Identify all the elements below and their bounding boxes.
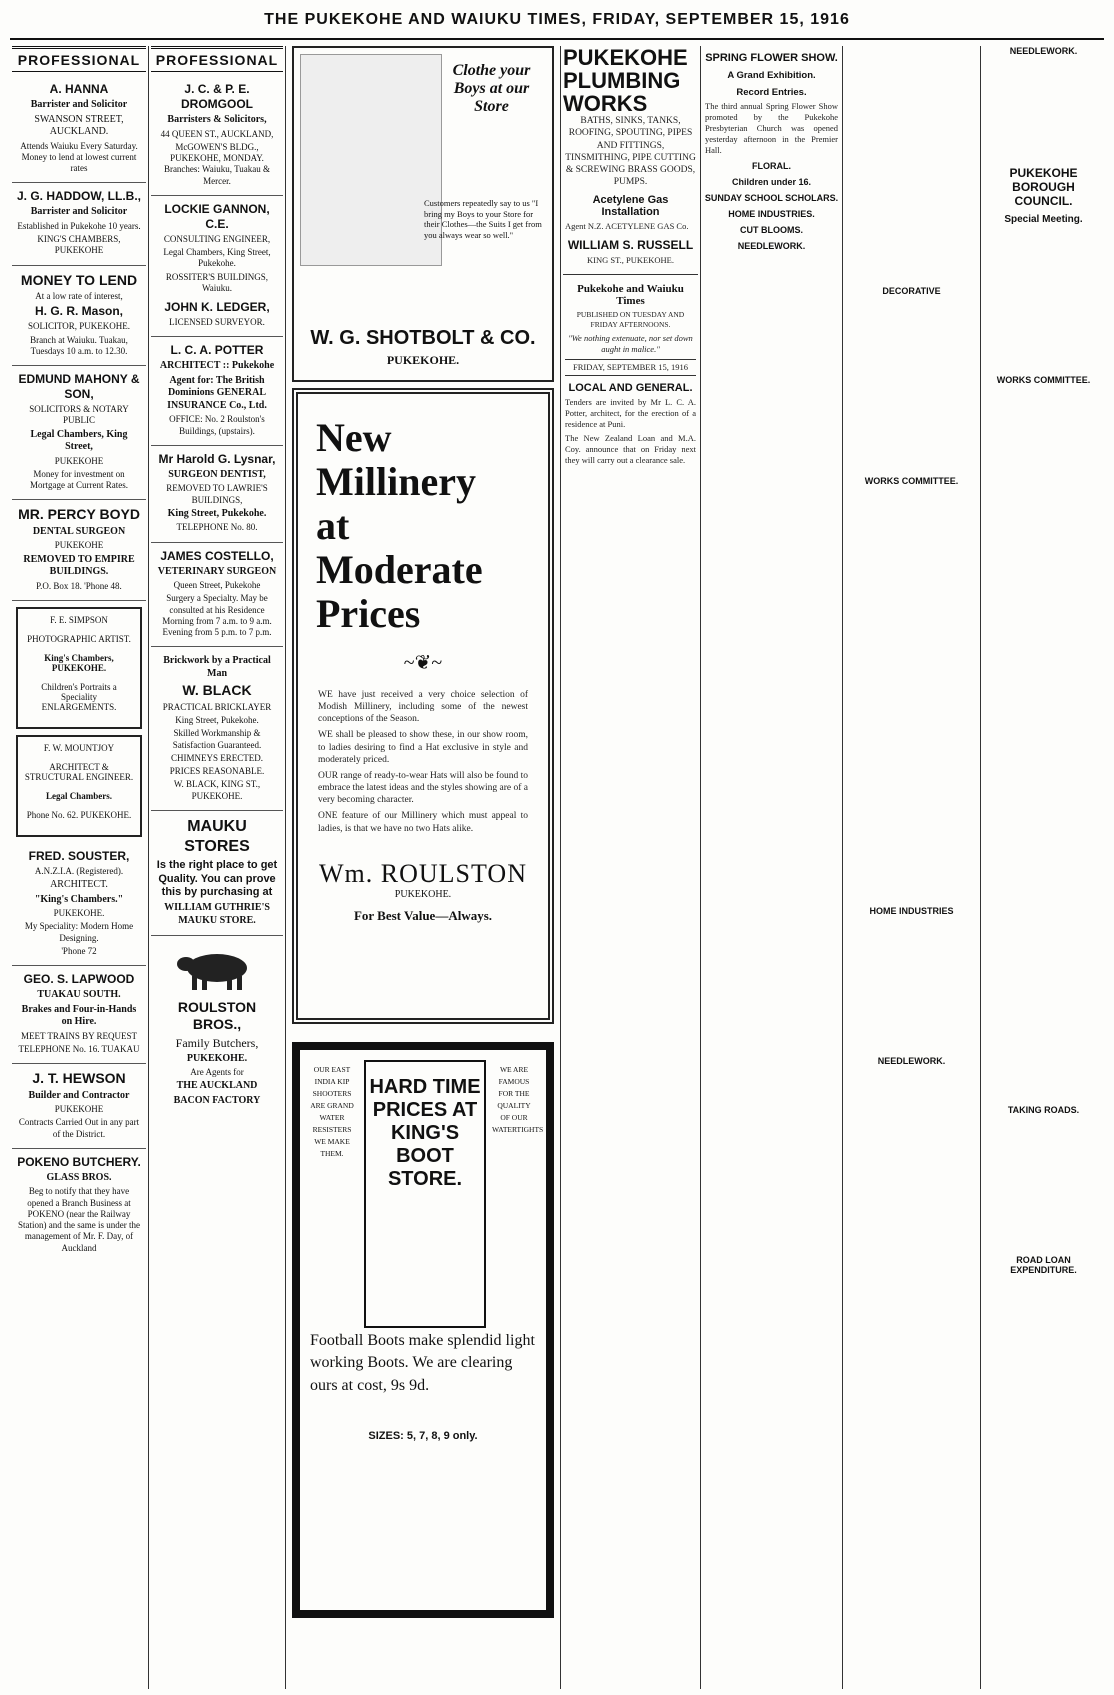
ad-address: "King's Chambers." [34, 893, 124, 905]
ad-town: TUAKAU SOUTH. [37, 989, 121, 1000]
article-subhead: CUT BLOOMS. [740, 225, 803, 236]
ad-contact: P.O. Box 18. 'Phone 48. [36, 580, 122, 591]
ad-chimneys: CHIMNEYS ERECTED. [171, 752, 263, 763]
ad-name: ROULSTON BROS., [177, 998, 257, 1032]
ad-title: Builder and Contractor [28, 1089, 130, 1101]
ad-title: Barrister and Solicitor [30, 99, 128, 110]
ad-para: WE shall be pleased to show these, in our show room, to ladies desiring to find a Hat exclusive in style and moderately priced. [318, 730, 528, 765]
ad-left-text: OUR EAST INDIA KIP SHOOTERS ARE GRAND WATER RESISTERS WE MAKE THEM. [310, 1065, 354, 1158]
ad-para: WE have just received a very choice selection of Modish Millinery, including some of the newest conceptions of the Season. [318, 690, 528, 725]
column-plumbing [563, 46, 698, 1689]
ad-name: J. T. HEWSON [32, 1070, 126, 1086]
ad-note: REMOVED TO LAWRIE'S BUILDINGS, [166, 483, 268, 505]
ad-note: Skilled Workmanship & Satisfaction Guaranteed. [172, 728, 262, 750]
article-sub: Record Entries. [736, 87, 807, 98]
section-heading: PROFESSIONAL [151, 46, 283, 72]
article-subhead: WORKS COMMITTEE. [996, 375, 1091, 385]
ad-name: MAUKU STORES [184, 817, 250, 855]
ad-bacon: BACON FACTORY [173, 1094, 261, 1106]
ad-text: Is the right place to get Quality. You can prove this by purchasing at [156, 858, 278, 899]
ad-hanna [12, 76, 146, 183]
ad-mason [12, 266, 146, 367]
ad-name: F. W. MOUNTJOY [43, 742, 115, 753]
paper-date: FRIDAY, SEPTEMBER 15, 1916 [565, 359, 696, 376]
ad-tag: For Best Value—Always. [353, 907, 493, 923]
ad-name: W. BLACK [182, 682, 252, 699]
paper-motto: "We nothing extenuate, nor set down aught in malice." [568, 333, 693, 355]
article-subhead: ROAD LOAN EXPENDITURE. [1010, 1255, 1077, 1275]
ad-hard-prices: HARD TIME PRICES AT KING'S BOOT STORE. [364, 1060, 486, 1328]
article-sub: A Grand Exhibition. [727, 70, 816, 81]
article-para: The third annual Spring Flower Show promoted by the Pukekohe Presbyterian Church was opened yesterday afternoon in the Premier Hall. [705, 101, 838, 155]
column-professional-2 [151, 46, 283, 1689]
ad-address: Legal Chambers, King Street, Pukekohe. [163, 247, 271, 269]
ad-address: Queen Street, Pukekohe [173, 580, 261, 590]
tailor-illustration [300, 54, 442, 266]
ad-title: CONSULTING ENGINEER, [163, 233, 271, 244]
ad-phone: Phone No. 62. PUKEKOHE. [26, 809, 132, 820]
ad-address2: W. BLACK, KING ST., PUKEKOHE. [173, 779, 261, 801]
ad-sub: GLASS BROS. [46, 1171, 112, 1183]
column-rule [148, 46, 149, 1689]
ad-address: KING ST., PUKEKOHE. [587, 255, 674, 266]
ad-sizes: SIZES: 5, 7, 8, 9 only. [368, 1430, 478, 1442]
ad-millinery [292, 388, 554, 1024]
ad-agent: Agent N.Z. ACETYLENE GAS Co. [565, 221, 689, 232]
ad-note: Contracts Carried Out in any part of the District. [18, 1117, 140, 1139]
article-subhead: HOME INDUSTRIES. [728, 209, 815, 220]
ad-name: H. G. R. Mason, [34, 304, 123, 319]
ad-title: ARCHITECT. [50, 879, 108, 890]
article-heading: SPRING FLOWER SHOW. [705, 52, 838, 64]
ad-simpson [16, 607, 142, 729]
ad-owner: WILLIAM S. RUSSELL [567, 238, 694, 253]
ad-name: J. G. HADDOW, LL.B., [16, 189, 141, 204]
ad-phone: TELEPHONE No. 16. TUAKAU [18, 1043, 140, 1054]
ad-haddow [12, 183, 146, 265]
ad-services: BATHS, SINKS, TANKS, ROOFING, SPOUTING, PIPES AND FITTINGS, TINSMITHING, PIPE CUTTING & SCREWING BRASS GOODS, PUMPS. [565, 116, 696, 188]
article-subhead: NEEDLEWORK. [737, 241, 806, 252]
article-subhead: NEEDLEWORK. [1009, 46, 1078, 56]
divider [563, 274, 698, 275]
ad-title: Brakes and Four-in-Hands on Hire. [21, 1003, 137, 1027]
ad-slogan: Clothe your Boys at our Store [452, 62, 531, 115]
column-rule [700, 46, 701, 1689]
ad-para: ONE feature of our Millinery which must appeal to ladies, is that we have no two Hats alike. [318, 811, 528, 834]
ad-name: Mr Harold G. Lysnar, [158, 451, 276, 466]
ad-title: Family Butchers, [175, 1035, 259, 1050]
ad-gas: Acetylene Gas Installation [592, 194, 669, 219]
ad-town: PUKEKOHE [54, 540, 104, 551]
ad-town: PUKEKOHE. [386, 353, 460, 367]
ad-title: New Millinery at Moderate Prices [316, 415, 483, 636]
ad-note: Branch at Waiuku. Tuakau, Tuesdays 10 a.m. to 12.30. [30, 334, 128, 356]
ad-title: DENTAL SURGEON [32, 525, 126, 537]
article-subhead: HOME INDUSTRIES [869, 906, 954, 916]
local-para: Tenders are invited by Mr L. C. A. Potter, architect, for the erection of a residence at Puni. [565, 396, 696, 429]
ad-lapwood [12, 966, 146, 1064]
masthead: THE PUKEKOHE AND WAIUKU TIMES, FRIDAY, SEPTEMBER 15, 1916 [264, 11, 850, 28]
ad-kings-boot-store [292, 1042, 554, 1618]
ad-title: VETERINARY SURGEON [157, 565, 277, 577]
ad-name: W. G. SHOTBOLT & CO. [310, 327, 536, 349]
ad-address: King's Chambers, PUKEKOHE. [44, 652, 114, 673]
ad-name: L. C. A. POTTER [170, 343, 264, 358]
ad-phone: TELEPHONE No. 80. [176, 522, 258, 533]
ad-address: King Street, Pukekohe. [167, 507, 267, 519]
ad-address: Legal Chambers, King Street, [30, 428, 128, 452]
ad-name: MR. PERCY BOYD [18, 506, 140, 523]
ad-address: 44 QUEEN ST., AUCKLAND, [160, 128, 274, 139]
masthead-rule [10, 38, 1104, 40]
ad-title: PHOTOGRAPHIC ARTIST. [27, 633, 131, 644]
article-subhead: Children under 16. [731, 177, 811, 188]
paper-pub: PUBLISHED ON TUESDAY AND FRIDAY AFTERNOONS. [576, 309, 685, 329]
ad-name: MONEY TO LEND [20, 271, 138, 288]
ad-note: Attends Waiuku Every Saturday. Money to lend at lowest current rates [20, 140, 138, 173]
ad-football: Football Boots make splendid light working Boots. We are clearing ours at cost, 9s 9d. [310, 1332, 535, 1394]
ad-mountjoy [16, 735, 142, 837]
article-sub: Special Meeting. [1004, 214, 1083, 225]
local-heading: LOCAL AND GENERAL. [568, 381, 693, 394]
ad-name: F. E. SIMPSON [50, 614, 108, 625]
ad-removed: REMOVED TO EMPIRE BUILDINGS. [23, 553, 135, 577]
ad-costello [151, 543, 283, 648]
ad-lysnar [151, 446, 283, 543]
ad-title: ARCHITECT & STRUCTURAL ENGINEER. [24, 761, 134, 782]
ad-title: Barristers & Solicitors, [167, 114, 267, 125]
ad-title: LICENSED SURVEYOR. [169, 317, 265, 327]
ad-title: Barrister and Solicitor [30, 206, 128, 218]
ad-top: Brickwork by a Practical Man [163, 655, 271, 679]
ad-text: Customers repeatedly say to us "I bring my Boys to your Store for their Clothes—the Suits I get from you always wear so well." [424, 198, 542, 240]
ad-title: PRACTICAL BRICKLAYER [162, 701, 272, 712]
article-subhead: WORKS COMMITTEE. [864, 476, 959, 486]
ad-name: LOCKIE GANNON, C.E. [164, 201, 270, 231]
ad-note: Surgery a Specialty. May be consulted at his Residence Morning from 7 a.m. to 9 a.m. Evening from 5 p.m. to 7 p.m. [162, 593, 272, 637]
ad-note: MEET TRAINS BY REQUEST [20, 1030, 138, 1041]
column-rule [285, 46, 286, 1689]
ad-note: Money for investment on Mortgage at Current Rates. [30, 468, 128, 490]
ad-potter [151, 337, 283, 446]
ad-agents: Are Agents for [190, 1067, 244, 1077]
column-rule [842, 46, 843, 1689]
ad-sub: A.N.Z.I.A. (Registered). [34, 865, 124, 876]
column-council [983, 46, 1104, 1689]
ad-note: Beg to notify that they have opened a Branch Business at POKENO (near the Railway Station) and the same is under the management of Mr. F. Day, of Auckland [18, 1186, 140, 1253]
ad-name: A. HANNA [49, 82, 109, 96]
column-rule [560, 46, 561, 1689]
article-subhead: SUNDAY SCHOOL SCHOLARS. [704, 193, 839, 204]
ad-note: ROSSITER'S BUILDINGS, Waiuku. [165, 271, 269, 293]
ad-note: McGOWEN'S BLDG., PUKEKOHE, MONDAY. Branches: Waiuku, Tuakau & Mercer. [163, 141, 271, 186]
ad-role: SOLICITORS & NOTARY PUBLIC [29, 404, 129, 426]
ad-prices: PRICES REASONABLE. [169, 766, 265, 776]
ad-title: ARCHITECT :: Pukekohe [159, 360, 275, 372]
ad-note: Children's Portraits a Speciality ENLARGEMENTS. [41, 681, 117, 712]
article-subhead: NEEDLEWORK. [877, 1056, 946, 1066]
ad-town: PUKEKOHE [54, 455, 104, 466]
column-prize-list [845, 46, 978, 1689]
ad-note: My Speciality: Modern Home Designing. [24, 921, 134, 943]
column-professional-1 [12, 46, 146, 1689]
section-heading: PROFESSIONAL [12, 46, 146, 72]
ad-address: SWANSON STREET, AUCKLAND. [34, 113, 124, 137]
ad-address: Legal Chambers. [46, 790, 112, 801]
ad-souster [12, 843, 146, 966]
ad-name: POKENO BUTCHERY. [17, 1154, 141, 1169]
ad-mahony [12, 366, 146, 500]
ad-roulston-bros [151, 936, 283, 1115]
ad-pokeno [12, 1149, 146, 1262]
ad-dromgool [151, 76, 283, 196]
ad-address: KING'S CHAMBERS, PUKEKOHE [37, 234, 121, 256]
ad-name: FRED. SOUSTER, [28, 848, 130, 863]
ad-black [151, 647, 283, 811]
ad-shotbolt [292, 46, 554, 382]
ad-name: JAMES COSTELLO, [160, 548, 274, 563]
ad-name: J. C. & P. E. DROMGOOL [181, 82, 253, 111]
ad-right-text: WE ARE FAMOUS FOR THE QUALITY OF OUR WATERTIGHTS [492, 1065, 544, 1134]
article-subhead: DECORATIVE [882, 286, 941, 296]
ad-agent: Agent for: The British Dominions GENERAL INSURANCE Co., Ltd. [167, 374, 267, 411]
ad-town: PUKEKOHE. [186, 1052, 248, 1064]
column-rule [980, 46, 981, 1689]
article-heading: PUKEKOHE BOROUGH COUNCIL. [1009, 166, 1078, 208]
ad-name: JOHN K. LEDGER, [164, 300, 270, 314]
ad-town: PUKEKOHE. [394, 888, 452, 900]
column-display-ads [288, 46, 558, 1689]
ad-address: King Street, Pukekohe. [175, 715, 259, 725]
ad-boyd [12, 500, 146, 601]
paper-name: Pukekohe and Waiuku Times [577, 282, 684, 307]
ad-phone: 'Phone 72 [61, 945, 97, 956]
ad-owner: WILLIAM GUTHRIE'S MAUKU STORE. [164, 902, 270, 926]
article-subhead: FLORAL. [752, 161, 791, 172]
ad-gannon [151, 196, 283, 338]
ad-name: GEO. S. LAPWOOD [23, 972, 135, 986]
ad-sub: At a low rate of interest, [35, 291, 123, 301]
ad-title: PUKEKOHE PLUMBING WORKS [563, 46, 688, 117]
ad-office: OFFICE: No. 2 Roulston's Buildings, (upstairs). [169, 414, 265, 436]
ad-mauku [151, 811, 283, 936]
ad-town: PUKEKOHE. [53, 908, 105, 918]
ad-hewson [12, 1064, 146, 1149]
ornament-icon: ~❦~ [403, 652, 443, 674]
ad-title: SURGEON DENTIST, [168, 468, 266, 480]
bull-illustration-icon [172, 942, 262, 994]
article-subhead: TAKING ROADS. [1007, 1105, 1080, 1115]
ad-note: Established in Pukekohe 10 years. [17, 220, 141, 231]
ad-town: PUKEKOHE [54, 1104, 104, 1114]
ad-role: SOLICITOR, PUKEKOHE. [27, 321, 131, 332]
column-flower-show [703, 46, 840, 1689]
ad-auckland: THE AUCKLAND [176, 1080, 258, 1092]
ad-para: OUR range of ready-to-wear Hats will also be found to embrace the latest ideas and the styles showing are of a very becoming character. [318, 770, 528, 806]
local-para: The New Zealand Loan and M.A. Coy. announce that on Friday next they will carry out a clearance sale. [565, 433, 696, 466]
ad-name: Wm. ROULSTON [319, 858, 527, 888]
ad-name: EDMUND MAHONY & SON, [18, 372, 140, 401]
